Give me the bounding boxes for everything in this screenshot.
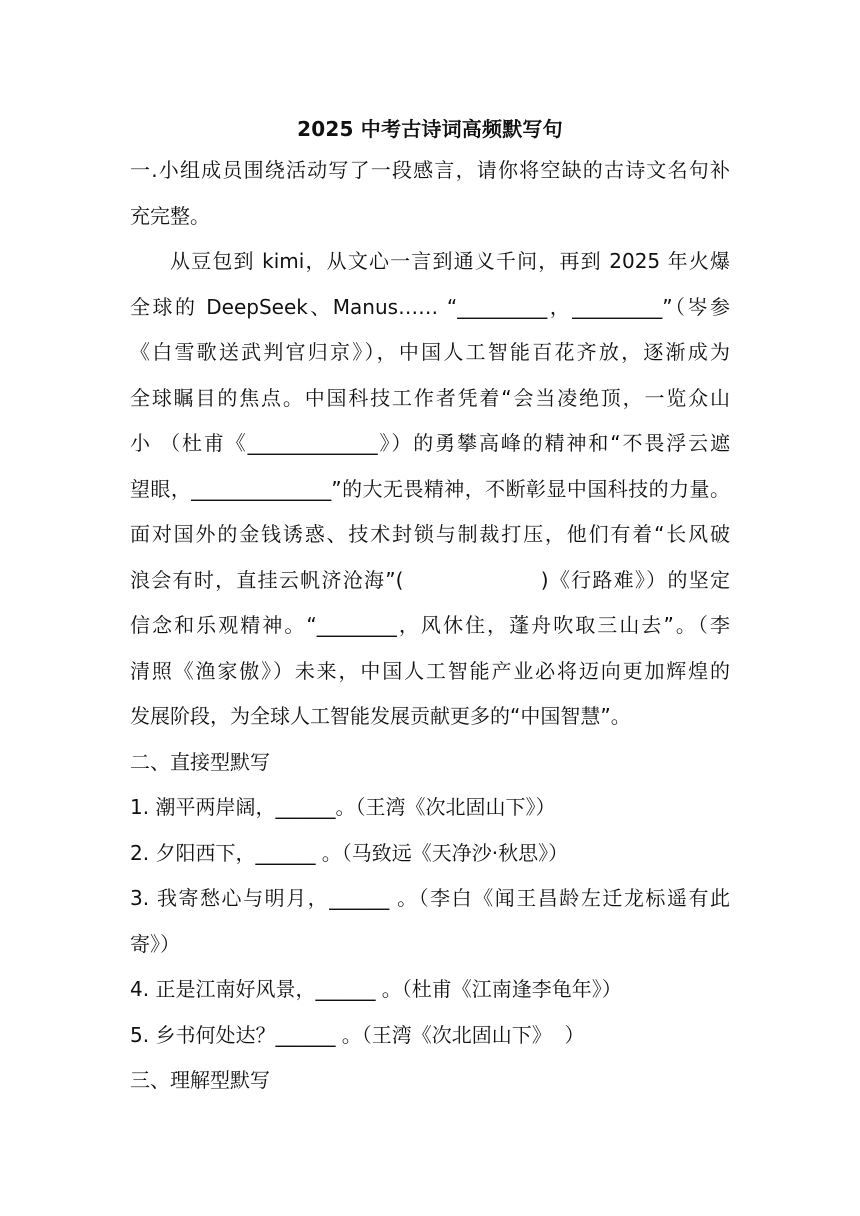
section1-para-line: 清照《渔家傲》）未来，中国人工智能产业必将迈向更加辉煌的 xyxy=(130,658,730,683)
section1-para-line: 信念和乐观精神。“________，风休住，蓬舟吹取三山去”。（李 xyxy=(130,613,730,637)
section2-item-continuation: 寄》） xyxy=(130,931,180,956)
section1-para-line: 从豆包到 kimi，从文心一言到通义千问，再到 2025 年火爆 xyxy=(170,249,730,273)
section1-para-line: 全球的 DeepSeek、Manus…… “_________，_________”（岑参 xyxy=(130,294,730,319)
section3-heading: 三、理解型默写 xyxy=(130,1068,270,1092)
section2-item: 4. 正是江南好风景，______ 。（杜甫《江南逢李龟年》） xyxy=(130,977,622,1001)
section1-heading-line1: 一.小组成员围绕活动写了一段感言，请你将空缺的古诗文名句补 xyxy=(130,158,730,182)
document-body xyxy=(130,148,730,1104)
section1-para-line: 浪会有时，直挂云帆济沧海”( )《行路难》）的坚定 xyxy=(130,567,730,592)
section1-para-line: 《白雪歌送武判官归京》），中国人工智能百花齐放，逐渐成为 xyxy=(130,340,730,364)
section1-para-line: 发展阶段，为全球人工智能发展贡献更多的“中国智慧”。 xyxy=(130,704,631,728)
document-title: 2025 中考古诗词高频默写句 xyxy=(297,117,563,141)
section1-para-line: 望眼，______________”的大无畏精神，不断彰显中国科技的力量。 xyxy=(130,476,730,501)
section2-item: 3. 我寄愁心与明月，______ 。（李白《闻王昌龄左迁龙标遥有此 xyxy=(130,886,730,910)
section1-para-line: 全球瞩目的焦点。中国科技工作者凭着“会当凌绝顶，一览众山 xyxy=(130,385,730,410)
section1-heading-line2: 充完整。 xyxy=(130,203,210,228)
section2-item: 5. 乡书何处达？______ 。（王湾《次北固山下》 ） xyxy=(130,1022,585,1047)
section1-para-line: 面对国外的金钱诱惑、技术封锁与制裁打压，他们有着“长风破 xyxy=(130,522,730,546)
section1-para-line: 小 （杜甫《_____________》）的勇攀高峰的精神和“不畏浮云遮 xyxy=(130,431,730,455)
section2-item: 1. 潮平两岸阔，______。（王湾《次北固山下》） xyxy=(130,795,556,819)
section2-heading: 二、直接型默写 xyxy=(130,749,270,774)
section2-item: 2. 夕阳西下，______ 。（马致远《天净沙·秋思》） xyxy=(130,840,569,865)
